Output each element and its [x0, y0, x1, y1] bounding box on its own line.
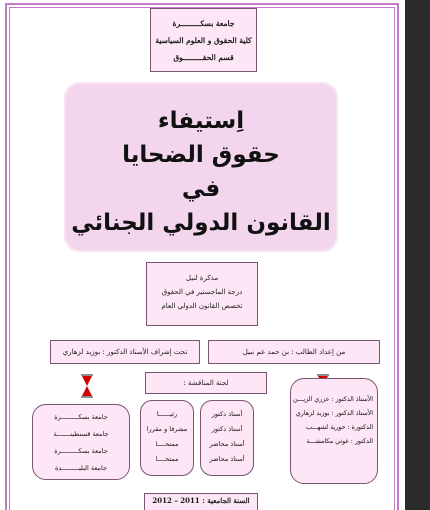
- member-rank: أستاذ محاضر: [209, 455, 245, 463]
- degree-box: [146, 262, 258, 326]
- member-role: ممتحــــا: [155, 455, 179, 463]
- member-role: رئيــــــا: [156, 410, 178, 418]
- thesis-title-box: [64, 82, 338, 252]
- committee-names-box: [290, 378, 378, 484]
- title-line-1: اِستيفاء: [157, 108, 245, 134]
- committee-ranks-box: [200, 400, 254, 476]
- committee-universities-box: [32, 404, 130, 480]
- member-name: الدكتور : غوثي مكامشـــة: [306, 438, 373, 445]
- degree-line-1: مذكرة لنيل: [185, 274, 219, 282]
- title-line-2: حقوق الضحايا: [122, 142, 280, 168]
- member-rank: أستاذ دكتور: [211, 425, 243, 433]
- title-line-3: في: [181, 176, 221, 202]
- member-university: جامعة قسنطينـــــــة: [53, 430, 109, 438]
- title-line-4: القانون الدولي الجنائي: [71, 210, 331, 236]
- department-name: قسم الحقـــــــــوق: [173, 53, 234, 62]
- student-name: من إعداد الطالب : بن حمد عم نبيل: [242, 348, 346, 356]
- member-name: الأستاذ الدكتور : بوزيد لزهاري: [295, 410, 373, 417]
- committee-roles-box: [140, 400, 194, 476]
- member-rank: أستاذ محاضر: [209, 440, 245, 448]
- member-university: جامعة بسكـــــــــرة: [54, 447, 108, 455]
- supervisor-box: [50, 340, 200, 364]
- committee-title: لجنة المناقشة :: [183, 379, 229, 387]
- member-university: جامعة البليـــــــــدة: [55, 464, 107, 472]
- member-rank: أستاذ دكتور: [211, 410, 243, 418]
- academic-year: السنة الجامعية : 2011 – 2012: [152, 496, 250, 505]
- supervisor-name: تحت إشراف الأستاذ الدكتور : بوزيد لزهاري: [62, 348, 188, 356]
- member-role: مشرفا و مقررا: [146, 425, 188, 433]
- member-name: الدكتورة : حورية لشهـــب: [305, 424, 373, 431]
- degree-line-2: درجة الماجستير في الحقوق: [161, 288, 243, 296]
- student-box: [208, 340, 380, 364]
- degree-line-3: تخصص القانون الدولي العام: [161, 302, 243, 310]
- member-name: الأستاذ الدكتور : عزري الزيـــن: [293, 396, 373, 403]
- university-box: [150, 8, 257, 72]
- academic-year-box: [144, 493, 258, 510]
- member-role: ممتحــــا: [155, 440, 179, 448]
- hourglass-icon: [80, 374, 94, 398]
- faculty-name: كلية الحقوق و العلوم السياسية: [155, 36, 252, 45]
- university-name: جامعة بسكـــــــــرة: [172, 19, 235, 28]
- member-university: جامعة بسكـــــــــرة: [54, 413, 108, 421]
- committee-title-box: [145, 372, 267, 394]
